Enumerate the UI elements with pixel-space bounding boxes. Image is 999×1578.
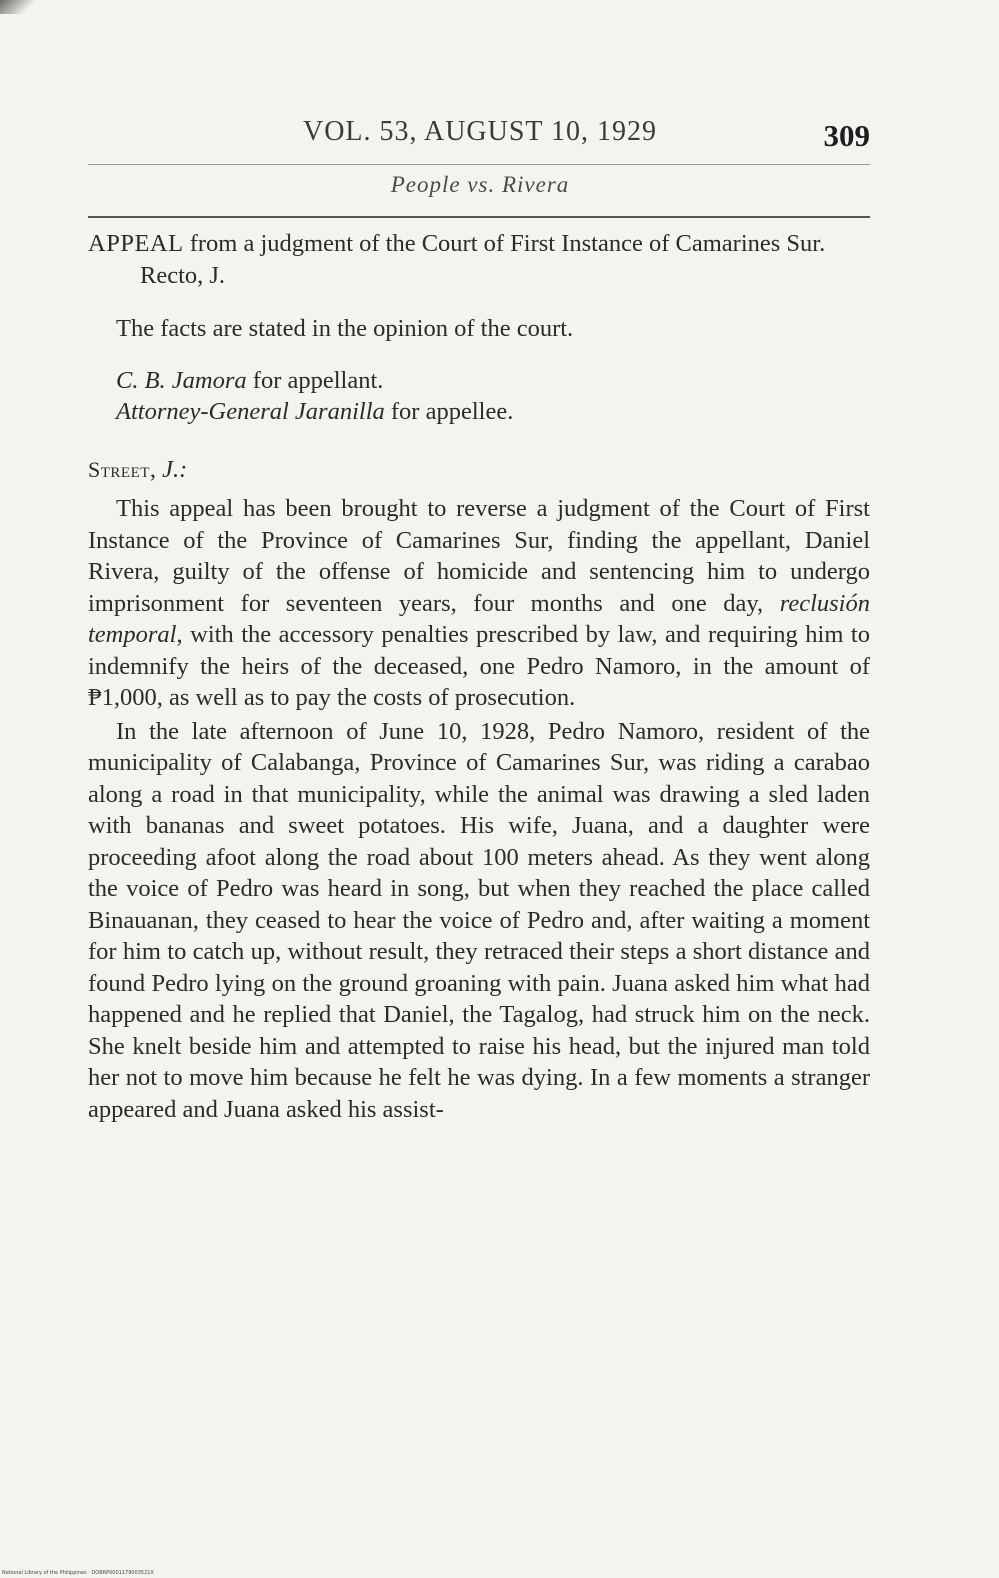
page-number: 309	[823, 118, 870, 153]
appeal-statement	[88, 228, 870, 291]
document-body	[88, 228, 870, 1125]
justice-suffix: ,	[149, 455, 163, 483]
counsel-block	[88, 365, 870, 428]
justice-title: J.:	[162, 455, 188, 483]
paragraph-1	[88, 493, 870, 714]
counsel-name: Attorney-General Jaranilla	[116, 398, 385, 425]
library-stamp: National Library of the Philippines · DOBRP0001179003521X	[2, 1570, 154, 1576]
page-header	[88, 112, 872, 162]
ponente	[88, 454, 870, 486]
justice-name: Street	[88, 456, 150, 482]
header-rule-top	[88, 164, 870, 165]
paragraph-2: In the late afternoon of June 10, 1928, Pedro Namoro, resident of the municipality of Calabanga, Province of Camarines Sur, was riding a carabao along a road in that municipality, while the animal was drawing a sled laden with bananas and sweet potatoes. His wife, Juana, and a daughter were proceeding afoot along the road about 100 meters ahead. As they went along the voice of Pedro was heard in song, but when they reached the place called Binauanan, they ceased to hear the voice of Pedro and, after waiting a moment for him to catch up, without result, they retraced their steps a short distance and found Pedro lying on the ground groaning with pain. Juana asked him what had happened and he replied that Daniel, the Tagalog, had struck him on the neck. She knelt beside him and attempted to raise his head, but the injured man told her not to move him because he felt he was dying. In a few moments a stranger appeared and Juana asked his assist-	[88, 717, 870, 1123]
paragraph-text: This appeal has been brought to reverse a judgment of the Court of First Instance of the Province of Camarines Sur, finding the appellant, Daniel Rivera, guilty of the offense of homicide and sentencing him to undergo imprisonment for seventeen years, four months and one day,	[88, 495, 870, 617]
counsel-role: for appellee.	[384, 398, 514, 425]
facts-statement: The facts are stated in the opinion of the court.	[116, 315, 574, 342]
header-rule-bottom	[88, 216, 870, 218]
paragraph-text: , with the accessory penalties prescribed by law, and requiring him to indemnify the heirs of the deceased, one Pedro Namoro, in the amount of ₱1,000, as well as to pay the costs of prosecution.	[88, 621, 870, 711]
counsel-name: C. B. Jamora	[116, 366, 247, 394]
case-title: People vs. Rivera	[390, 172, 570, 197]
counsel-appellant	[116, 365, 870, 397]
running-head: VOL. 53, AUGUST 10, 1929	[302, 116, 658, 147]
counsel-role: for appellant.	[246, 366, 384, 394]
paragraph-italic-term: reclusión temporal	[88, 589, 870, 648]
appeal-text: from a judgment of the Court of First Instance of Camarines Sur. Recto, J.	[140, 230, 826, 289]
appeal-lead: APPEAL	[88, 230, 184, 257]
scan-corner-shadow	[0, 0, 40, 14]
counsel-appellee	[116, 396, 870, 428]
